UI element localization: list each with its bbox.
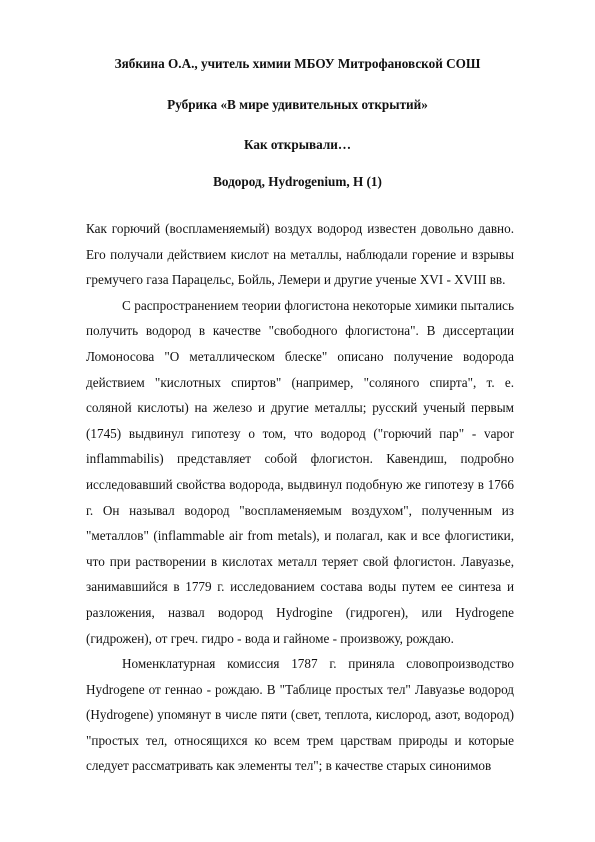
paragraph-1: Как горючий (воспламеняемый) воздух водород известен довольно давно. Его получали действием кислот на металлы, наблюдали горение и взрывы гремучего газа Парацельс, Бойль, Лемери и другие ученые XVI - XVIII вв. [86, 221, 514, 288]
paragraph-3: Номенклатурная комиссия 1787 г. приняла словопроизводство Hydrogene от геннао - рождаю. В "Таблице простых тел" Лавуазье водород (Hydrogene) упомянут в числе пяти (свет, теплота, кислород, азот, водород) "простых тел, относящихся ко всем трем царствам природы и которые следует рассматривать как элементы тел"; в качестве старых синонимов [86, 656, 514, 774]
rubric-line: Рубрика «В мире удивительных открытий» [167, 97, 428, 112]
author-line: Зябкина О.А., учитель химии МБОУ Митрофановской СОШ [114, 56, 481, 71]
paragraph-2: С распространением теории флогистона некоторые химики пытались получить водород в качестве "свободного флогистона". В диссертации Ломоносова "О металлическом блеске" описано получение водорода действием "кислотных спиртов" (например, "соляного спирта", т. е. соляной кислоты) на железо и другие металлы; русский ученый первым (1745) выдвинул гипотезу о том, что водород ("горючий пар" - vapor inflammabilis) представляет собой флогистон. Кавендиш, подробно исследовавший свойства водорода, выдвинул подобную же гипотезу в 1766 г. Он называл водород "воспламеняемым воздухом", полученным из "металлов" (inflammable air from metals), и полагал, как и все флогистики, что при растворении в кислотах металл теряет свой флогистон. Лавуазье, занимавшийся в 1779 г. исследованием состава воды путем ее синтеза и разложения, назвал водород Hydrogine (гидроген), или Hydrogene (гидрожен), от греч. гидро - вода и гайноме - произвожу, рождаю. [86, 297, 514, 646]
article-title: Водород, Hydrogenium, H (1) [213, 174, 382, 189]
series-title: Как открывали… [243, 137, 352, 152]
article-body [86, 216, 514, 779]
